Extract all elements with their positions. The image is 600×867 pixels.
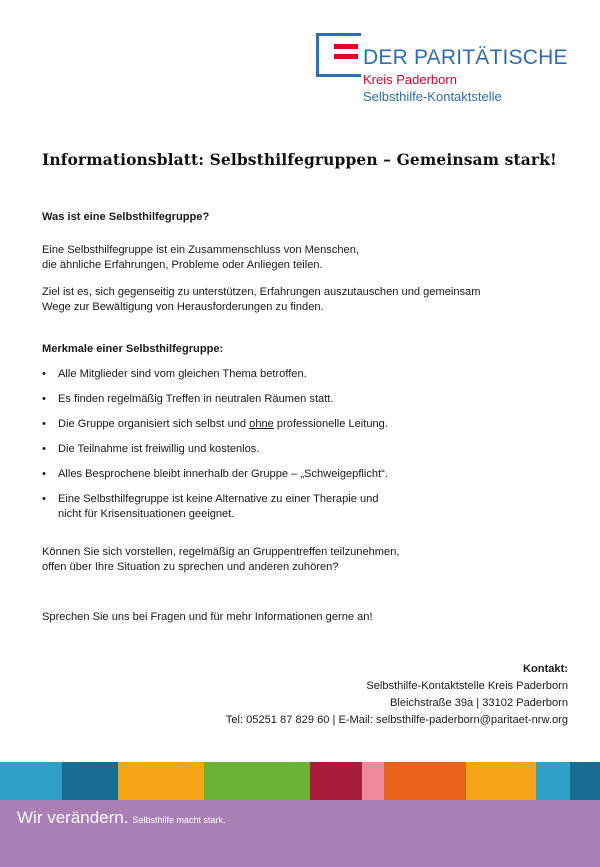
goal-paragraph	[42, 285, 572, 315]
list-item	[42, 467, 572, 482]
color-block	[384, 762, 466, 800]
logo-subtitle-region: Kreis Paderborn	[363, 72, 457, 87]
logo-equals-bar-icon	[334, 44, 358, 49]
bullet-icon: •	[42, 393, 46, 405]
color-block	[536, 762, 570, 800]
color-block	[62, 762, 118, 800]
contact-organization: Selbsthilfe-Kontaktstelle Kreis Paderborn	[366, 680, 568, 692]
color-block	[362, 762, 384, 800]
color-block	[118, 762, 204, 800]
list-item	[42, 492, 572, 522]
closing-paragraph: Sprechen Sie uns bei Fragen und für mehr Informationen gerne an!	[42, 611, 373, 623]
color-block	[310, 762, 362, 800]
page-title: Informationsblatt: Selbsthilfegruppen – Gemeinsam stark!	[42, 150, 557, 169]
list-item-text: Es finden regelmäßig Treffen in neutralen Räumen statt.	[58, 393, 334, 405]
logo-frame-top	[353, 33, 361, 36]
logo-title: DER PARITÄTISCHE	[363, 46, 568, 69]
slogan-main: Wir verändern.	[17, 808, 129, 827]
list-item	[42, 442, 572, 457]
list-item-text-line-1: Eine Selbsthilfegruppe ist keine Alternative zu einer Therapie und	[58, 493, 379, 505]
list-item	[42, 392, 572, 407]
definition-line-1: Eine Selbsthilfegruppe ist ein Zusammenschluss von Menschen,	[42, 244, 359, 256]
question-paragraph	[42, 545, 572, 575]
footer-color-strip	[0, 762, 600, 800]
section-heading-definition: Was ist eine Selbsthilfegruppe?	[42, 211, 210, 223]
contact-address: Bleichstraße 39a | 33102 Paderborn	[389, 697, 568, 709]
bullet-icon: •	[42, 493, 46, 505]
bullet-icon: •	[42, 418, 46, 430]
list-item-text: Alles Besprochene bleibt innerhalb der Gruppe – „Schweigepflicht“.	[58, 468, 388, 480]
color-block	[570, 762, 600, 800]
list-item-text-before: Die Gruppe organisiert sich selbst und	[58, 418, 250, 430]
list-item-text-line-2: nicht für Krisensituationen geeignet.	[58, 508, 235, 520]
list-item-text: Alle Mitglieder sind vom gleichen Thema betroffen.	[58, 368, 307, 380]
color-block	[0, 762, 62, 800]
list-item-text: Die Teilnahme ist freiwillig und kostenlos.	[58, 443, 260, 455]
logo-equals-bar-icon	[334, 54, 358, 59]
main-content	[42, 210, 572, 637]
contact-phone-email[interactable]: Tel: 05251 87 829 60 | E-Mail: selbsthilfe-paderborn@paritaet-nrw.org	[225, 714, 568, 726]
section-heading-features: Merkmale einer Selbsthilfegruppe:	[42, 343, 224, 355]
color-block	[204, 762, 310, 800]
list-item	[42, 417, 572, 432]
question-line-2: offen über Ihre Situation zu sprechen und anderen zuhören?	[42, 561, 339, 573]
paritaetische-logo	[316, 33, 578, 108]
list-item-emphasis: ohne	[249, 418, 274, 430]
definition-paragraph	[42, 243, 572, 273]
contact-block	[226, 661, 568, 729]
bullet-icon: •	[42, 443, 46, 455]
goal-line-2: Wege zur Bewältigung von Herausforderungen zu finden.	[42, 301, 324, 313]
list-item-text-after: professionelle Leitung.	[273, 418, 388, 430]
definition-line-2: die ähnliche Erfahrungen, Probleme oder Anliegen teilen.	[42, 259, 323, 271]
question-line-1: Können Sie sich vorstellen, regelmäßig an Gruppentreffen teilzunehmen,	[42, 546, 400, 558]
slogan-sub: Selbsthilfe macht stark.	[132, 815, 226, 825]
footer-slogan	[17, 808, 226, 828]
list-item	[42, 367, 572, 382]
bullet-icon: •	[42, 368, 46, 380]
features-list	[42, 367, 572, 522]
goal-line-1: Ziel ist es, sich gegenseitig zu unterstützen, Erfahrungen auszutauschen und gemeinsam	[42, 286, 481, 298]
logo-subtitle-office: Selbsthilfe-Kontaktstelle	[363, 89, 502, 104]
logo-frame-bottom	[353, 74, 361, 77]
bullet-icon: •	[42, 468, 46, 480]
color-block	[466, 762, 536, 800]
contact-label: Kontakt:	[523, 663, 568, 675]
